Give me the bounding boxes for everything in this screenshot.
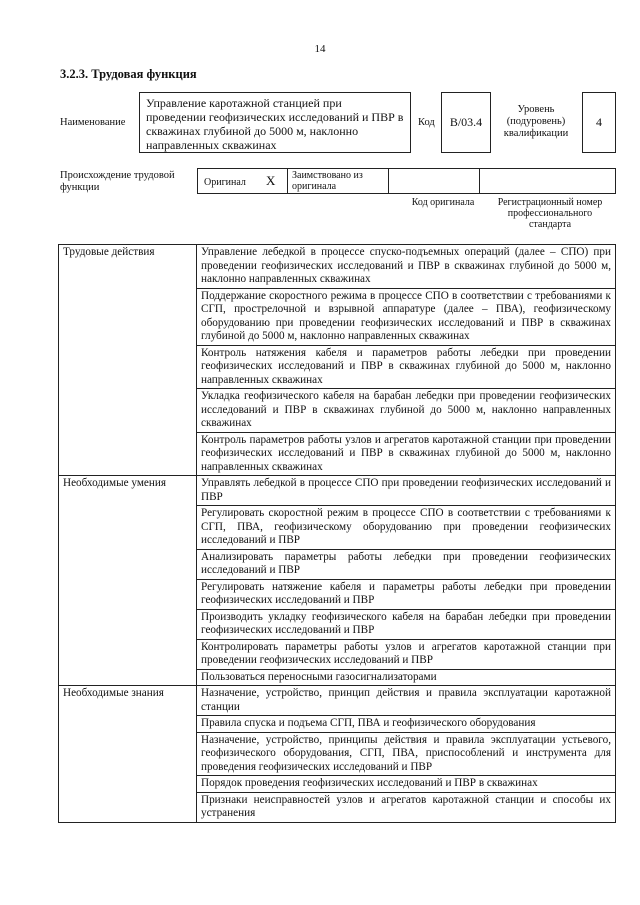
table-cell: Анализировать параметры работы лебедки при проведении геофизических исследований и ПВР [197,549,616,579]
code-original-cell [388,169,479,193]
table-cell: Контроль параметров работы узлов и агрегатов каротажной станции при проведении геофизических исследований и ПВР в скважинах глубиной до 5000 м, наклонно направленных скважинах [197,432,616,476]
table-cell: Регулировать скоростной режим в процессе СПО в соответствии с требованиями к СГП, ПВА, геофизическому оборудованию при проведении геофизических исследований и ПВР [197,506,616,550]
borrowed-label: Заимствовано из оригинала [292,170,363,192]
table-cell: Регулировать натяжение кабеля и параметры работы лебедки при проведении геофизических исследований и ПВР [197,579,616,609]
original-label: Оригинал [204,177,246,188]
section-category: Необходимые знания [59,686,197,823]
original-mark: X [266,173,276,188]
reg-number-label: Регистрационный номер профессионального стандарта [497,197,603,230]
function-code-box: В/03.4 [441,92,491,153]
table-cell: Управлять лебедкой в процессе СПО при проведении геофизических исследований и ПВР [197,476,616,506]
code-original-label: Код оригинала [411,197,475,208]
table-cell: Поддержание скоростного режима в процессе СПО в соответствии с требованиями к СГП, прострелочной и взрывной аппаратуре (далее – ПВА), геофизическому оборудованию при проведении геофизических исследований и ПВР в скважинах глубиной до 5000 м, наклонно направленных скважинах [197,288,616,345]
page-number: 14 [314,43,326,55]
table-cell: Порядок проведения геофизических исследований и ПВР в скважинах [197,776,616,793]
table-cell: Производить укладку геофизического кабеля на барабан лебедки при проведении геофизических исследований и ПВР [197,609,616,639]
table-cell: Управление лебедкой в процессе спуско-подъемных операций (далее – СПО) при проведении геофизических исследований и ПВР в скважинах глубиной до 5000 м, наклонно направленных скважинах [197,245,616,289]
table-cell: Правила спуска и подъема СГП, ПВА и геофизического оборудования [197,716,616,733]
table-cell: Признаки неисправностей узлов и агрегатов каротажной станции и способы их устранения [197,792,616,822]
table-cell: Назначение, устройство, принципы действия и правила эксплуатации устьевого, геофизического оборудования, СГП, ПВА, приспособлений и инструмента для проведения геофизических исследований и ПВР [197,732,616,776]
table-row [59,245,616,289]
table-cell: Укладка геофизического кабеля на барабан лебедки при проведении геофизических исследований и ПВР в скважинах глубиной до 5000 м, наклонно направленных скважинах [197,389,616,433]
reg-number-cell [479,169,615,193]
code-label: Код [418,117,435,128]
section-category: Трудовые действия [59,245,197,476]
name-label: Наименование [60,117,126,128]
table-cell: Контролировать параметры работы узлов и агрегатов каротажной станции при проведении геофизических исследований и ПВР [197,639,616,669]
labor-function-table [58,244,616,823]
level-label: Уровень (подуровень) квалификации [503,104,569,139]
function-name-box: Управление каротажной станцией при проведении геофизических исследований и ПВР в скважинах глубиной до 5000 м, наклонно направленных скважинах [139,92,411,153]
table-row [59,476,616,506]
table-cell: Контроль натяжения кабеля и параметров работы лебедки при проведении геофизических исследований и ПВР в скважинах глубиной до 5000 м, наклонно направленных скважинах [197,345,616,389]
origin-row [197,168,616,194]
section-title: 3.2.3. Трудовая функция [60,67,197,81]
table-cell: Назначение, устройство, принцип действия и правила эксплуатации каротажной станции [197,686,616,716]
table-cell: Пользоваться переносными газосигнализаторами [197,669,616,686]
level-box: 4 [582,92,616,153]
table-row [59,686,616,716]
borrowed-cell [287,169,388,193]
section-category: Необходимые умения [59,476,197,686]
origin-label: Происхождение трудовой функции [60,170,175,193]
